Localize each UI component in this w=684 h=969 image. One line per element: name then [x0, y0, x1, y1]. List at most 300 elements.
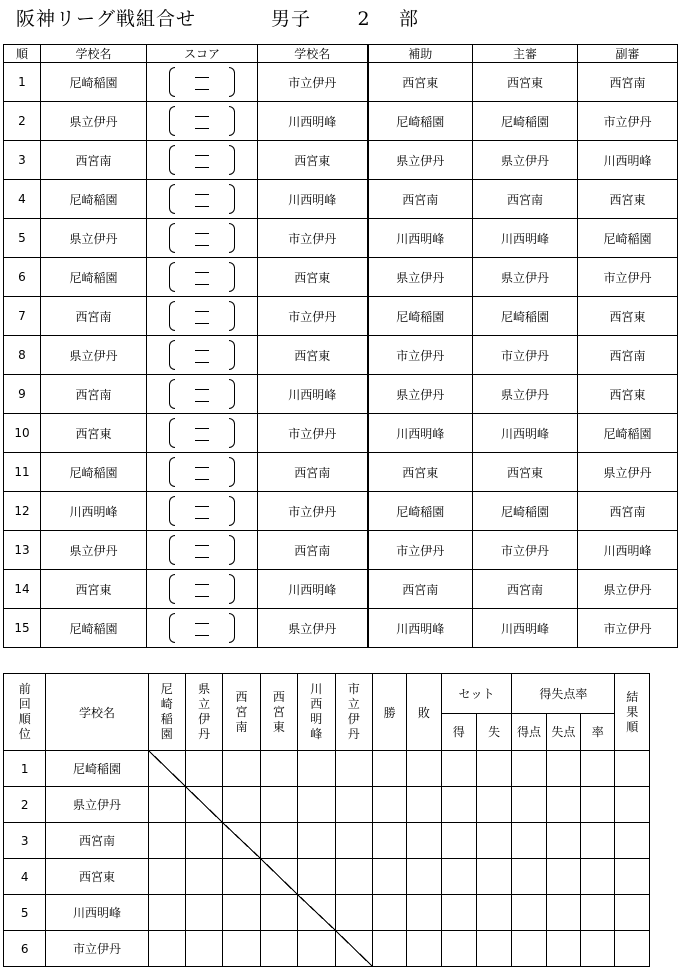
cell-school: 尼崎稲園 [46, 751, 148, 787]
cell-match-result[interactable] [223, 931, 260, 967]
cell-referee: 西宮東 [473, 63, 578, 102]
cell-win[interactable] [372, 751, 406, 787]
cell-referee: 尼崎稲園 [473, 297, 578, 336]
cell-set-for[interactable] [441, 931, 476, 967]
opponent-name: 尼 崎 稲 園 [160, 682, 173, 741]
score-box[interactable] [147, 336, 257, 374]
header-pts-for: 得点 [512, 713, 546, 751]
score-box[interactable] [147, 180, 257, 218]
schedule-row [4, 258, 678, 297]
score-box[interactable] [147, 414, 257, 452]
cell-match-result[interactable] [223, 787, 260, 823]
cell-assistant: 西宮南 [578, 63, 678, 102]
cell-self-diagonal [185, 787, 222, 823]
cell-aux: 川西明峰 [368, 609, 473, 648]
cell-match-no: 14 [4, 570, 41, 609]
cell-match-result[interactable] [148, 823, 185, 859]
cell-team1: 県立伊丹 [41, 336, 147, 375]
left-bracket [169, 457, 175, 487]
cell-win[interactable] [372, 787, 406, 823]
cell-match-result[interactable] [335, 751, 372, 787]
cell-team2: 市立伊丹 [258, 219, 368, 258]
score-dash [195, 635, 209, 636]
cell-team2: 西宮東 [258, 258, 368, 297]
cell-assistant: 西宮南 [578, 492, 678, 531]
score-box[interactable] [147, 570, 257, 608]
score-dash [195, 440, 209, 441]
cell-assistant: 川西明峰 [578, 141, 678, 180]
score-dash [195, 428, 209, 429]
cell-match-result[interactable] [148, 859, 185, 895]
score-dash [195, 557, 209, 558]
cell-score[interactable] [147, 258, 258, 297]
score-box[interactable] [147, 609, 257, 647]
cell-school: 西宮南 [46, 823, 148, 859]
header-aux: 補助 [368, 45, 473, 63]
cell-school: 西宮東 [46, 859, 148, 895]
cell-match-result[interactable] [335, 859, 372, 895]
cell-match-result[interactable] [335, 823, 372, 859]
cell-pts-against[interactable] [546, 751, 580, 787]
cell-match-result[interactable] [223, 895, 260, 931]
cell-score[interactable] [147, 63, 258, 102]
cell-match-result[interactable] [298, 859, 335, 895]
cell-match-no: 3 [4, 141, 41, 180]
cell-score[interactable] [147, 531, 258, 570]
left-bracket [169, 535, 175, 565]
score-box[interactable] [147, 63, 257, 101]
cell-match-result[interactable] [223, 751, 260, 787]
cell-rank: 1 [4, 751, 46, 787]
left-bracket [169, 613, 175, 643]
cell-match-result[interactable] [335, 787, 372, 823]
cell-match-no: 8 [4, 336, 41, 375]
score-dash [195, 479, 209, 480]
score-box[interactable] [147, 258, 257, 296]
cell-pts-for[interactable] [512, 931, 546, 967]
header-opp-2 [185, 674, 222, 751]
cell-set-for[interactable] [441, 751, 476, 787]
schedule-row [4, 180, 678, 219]
header-opp-3 [223, 674, 260, 751]
cell-assistant: 市立伊丹 [578, 609, 678, 648]
header-team2: 学校名 [258, 45, 368, 63]
cell-school: 川西明峰 [46, 895, 148, 931]
header-result: 結 果 順 [615, 674, 650, 751]
cell-self-diagonal [223, 823, 260, 859]
header-set-against: 失 [476, 713, 511, 751]
score-dash [195, 272, 209, 273]
cell-match-no: 15 [4, 609, 41, 648]
header-prev-rank-text: 前 回 順 位 [18, 682, 31, 741]
left-bracket [169, 262, 175, 292]
cell-team2: 川西明峰 [258, 102, 368, 141]
cell-assistant: 県立伊丹 [578, 453, 678, 492]
cell-result[interactable] [615, 859, 650, 895]
cell-loss[interactable] [407, 751, 441, 787]
cell-loss[interactable] [407, 859, 441, 895]
right-bracket [229, 379, 235, 409]
cell-team2: 市立伊丹 [258, 414, 368, 453]
cell-win[interactable] [372, 823, 406, 859]
header-opp-4 [260, 674, 297, 751]
cell-assistant: 尼崎稲園 [578, 219, 678, 258]
cell-school: 県立伊丹 [46, 787, 148, 823]
cell-match-no: 6 [4, 258, 41, 297]
cell-pts-for[interactable] [512, 823, 546, 859]
cell-rank: 4 [4, 859, 46, 895]
schedule-row [4, 63, 678, 102]
schedule-row [4, 219, 678, 258]
cell-loss[interactable] [407, 931, 441, 967]
cell-team2: 川西明峰 [258, 375, 368, 414]
header-win: 勝 [372, 674, 406, 751]
score-dash [195, 518, 209, 519]
cell-rate[interactable] [581, 895, 615, 931]
cell-assistant: 西宮東 [578, 297, 678, 336]
right-bracket [229, 106, 235, 136]
schedule-row [4, 375, 678, 414]
cell-score[interactable] [147, 609, 258, 648]
cell-referee: 県立伊丹 [473, 258, 578, 297]
score-dash [195, 89, 209, 90]
cell-team1: 尼崎稲園 [41, 453, 147, 492]
score-box[interactable] [147, 531, 257, 569]
cell-referee: 県立伊丹 [473, 141, 578, 180]
cell-referee: 尼崎稲園 [473, 492, 578, 531]
cell-set-against[interactable] [476, 751, 511, 787]
score-box[interactable] [147, 375, 257, 413]
cell-score[interactable] [147, 414, 258, 453]
cell-pts-for[interactable] [512, 895, 546, 931]
cell-set-for[interactable] [441, 787, 476, 823]
cell-result[interactable] [615, 787, 650, 823]
cell-rank: 6 [4, 931, 46, 967]
cell-match-result[interactable] [185, 751, 222, 787]
cell-pts-against[interactable] [546, 859, 580, 895]
right-bracket [229, 418, 235, 448]
cell-match-result[interactable] [260, 931, 297, 967]
cell-result[interactable] [615, 823, 650, 859]
cell-loss[interactable] [407, 823, 441, 859]
cell-match-result[interactable] [260, 823, 297, 859]
score-box[interactable] [147, 492, 257, 530]
cell-loss[interactable] [407, 787, 441, 823]
score-dash [195, 389, 209, 390]
cell-match-result[interactable] [298, 787, 335, 823]
cell-pts-against[interactable] [546, 823, 580, 859]
right-bracket [229, 301, 235, 331]
cell-match-result[interactable] [148, 931, 185, 967]
cell-score[interactable] [147, 102, 258, 141]
cell-assistant: 市立伊丹 [578, 258, 678, 297]
cell-rate[interactable] [581, 823, 615, 859]
header-opp-1 [148, 674, 185, 751]
cell-team1: 尼崎稲園 [41, 180, 147, 219]
cell-referee: 川西明峰 [473, 414, 578, 453]
cell-referee: 西宮南 [473, 570, 578, 609]
cell-referee: 川西明峰 [473, 609, 578, 648]
cell-score[interactable] [147, 297, 258, 336]
cell-pts-for[interactable] [512, 859, 546, 895]
score-dash [195, 245, 209, 246]
cell-referee: 西宮東 [473, 453, 578, 492]
standings-row [4, 859, 650, 895]
cell-aux: 尼崎稲園 [368, 102, 473, 141]
cell-match-result[interactable] [185, 859, 222, 895]
cell-match-result[interactable] [298, 751, 335, 787]
schedule-row [4, 570, 678, 609]
score-dash [195, 545, 209, 546]
score-box[interactable] [147, 102, 257, 140]
standings-header-row [4, 674, 650, 714]
cell-match-no: 1 [4, 63, 41, 102]
cell-aux: 県立伊丹 [368, 141, 473, 180]
header-school: 学校名 [46, 674, 148, 751]
opponent-name: 県 立 伊 丹 [198, 682, 211, 741]
cell-aux: 西宮南 [368, 180, 473, 219]
cell-team2: 市立伊丹 [258, 297, 368, 336]
cell-team1: 尼崎稲園 [41, 609, 147, 648]
cell-aux: 西宮東 [368, 63, 473, 102]
cell-result[interactable] [615, 751, 650, 787]
title-league: 阪神リーグ戦組合せ [16, 8, 197, 30]
cell-set-against[interactable] [476, 931, 511, 967]
cell-referee: 市立伊丹 [473, 336, 578, 375]
cell-pts-against[interactable] [546, 931, 580, 967]
header-pts-against: 失点 [546, 713, 580, 751]
score-box[interactable] [147, 297, 257, 335]
schedule-row [4, 414, 678, 453]
right-bracket [229, 262, 235, 292]
cell-aux: 西宮南 [368, 570, 473, 609]
cell-score[interactable] [147, 453, 258, 492]
cell-score[interactable] [147, 492, 258, 531]
schedule-row [4, 531, 678, 570]
standings-row [4, 823, 650, 859]
cell-loss[interactable] [407, 895, 441, 931]
cell-team2: 川西明峰 [258, 570, 368, 609]
cell-match-result[interactable] [260, 751, 297, 787]
right-bracket [229, 67, 235, 97]
cell-assistant: 西宮東 [578, 375, 678, 414]
cell-aux: 西宮東 [368, 453, 473, 492]
cell-self-diagonal [260, 859, 297, 895]
cell-match-result[interactable] [223, 859, 260, 895]
cell-referee: 川西明峰 [473, 219, 578, 258]
cell-rate[interactable] [581, 859, 615, 895]
score-dash [195, 155, 209, 156]
cell-match-result[interactable] [260, 787, 297, 823]
cell-rank: 5 [4, 895, 46, 931]
schedule-row [4, 492, 678, 531]
cell-team2: 市立伊丹 [258, 492, 368, 531]
header-no: 順 [4, 45, 41, 63]
left-bracket [169, 574, 175, 604]
cell-score[interactable] [147, 570, 258, 609]
schedule-header-row [4, 45, 678, 63]
opponent-name: 西 宮 東 [272, 689, 285, 734]
cell-match-no: 12 [4, 492, 41, 531]
cell-match-result[interactable] [185, 931, 222, 967]
score-dash [195, 467, 209, 468]
score-dash [195, 311, 209, 312]
cell-team1: 尼崎稲園 [41, 258, 147, 297]
cell-set-for[interactable] [441, 895, 476, 931]
cell-assistant: 県立伊丹 [578, 570, 678, 609]
right-bracket [229, 340, 235, 370]
cell-match-result[interactable] [260, 895, 297, 931]
schedule-row [4, 609, 678, 648]
left-bracket [169, 145, 175, 175]
cell-result[interactable] [615, 931, 650, 967]
cell-referee: 市立伊丹 [473, 531, 578, 570]
score-dash [195, 323, 209, 324]
cell-assistant: 市立伊丹 [578, 102, 678, 141]
cell-team2: 西宮東 [258, 336, 368, 375]
cell-match-no: 13 [4, 531, 41, 570]
right-bracket [229, 184, 235, 214]
cell-team2: 川西明峰 [258, 180, 368, 219]
cell-self-diagonal [298, 895, 335, 931]
score-dash [195, 233, 209, 234]
schedule-row [4, 297, 678, 336]
cell-match-result[interactable] [298, 931, 335, 967]
cell-match-result[interactable] [298, 823, 335, 859]
right-bracket [229, 145, 235, 175]
cell-aux: 市立伊丹 [368, 336, 473, 375]
cell-rate[interactable] [581, 787, 615, 823]
cell-team1: 西宮南 [41, 141, 147, 180]
cell-referee: 尼崎稲園 [473, 102, 578, 141]
header-set-for: 得 [441, 713, 476, 751]
right-bracket [229, 535, 235, 565]
right-bracket [229, 574, 235, 604]
cell-match-result[interactable] [185, 823, 222, 859]
cell-set-against[interactable] [476, 787, 511, 823]
cell-pts-for[interactable] [512, 751, 546, 787]
cell-referee: 西宮南 [473, 180, 578, 219]
left-bracket [169, 340, 175, 370]
schedule-row [4, 102, 678, 141]
cell-aux: 尼崎稲園 [368, 492, 473, 531]
cell-score[interactable] [147, 336, 258, 375]
cell-assistant: 西宮南 [578, 336, 678, 375]
cell-aux: 尼崎稲園 [368, 297, 473, 336]
score-dash [195, 506, 209, 507]
cell-team1: 県立伊丹 [41, 219, 147, 258]
cell-score[interactable] [147, 219, 258, 258]
right-bracket [229, 223, 235, 253]
header-prev-rank [4, 674, 46, 751]
cell-assistant: 川西明峰 [578, 531, 678, 570]
cell-set-against[interactable] [476, 823, 511, 859]
cell-match-no: 5 [4, 219, 41, 258]
score-box[interactable] [147, 141, 257, 179]
cell-win[interactable] [372, 931, 406, 967]
cell-aux: 川西明峰 [368, 414, 473, 453]
right-bracket [229, 496, 235, 526]
standings-row [4, 931, 650, 967]
schedule-row [4, 453, 678, 492]
cell-assistant: 西宮東 [578, 180, 678, 219]
cell-rate[interactable] [581, 751, 615, 787]
cell-set-against[interactable] [476, 895, 511, 931]
cell-aux: 県立伊丹 [368, 375, 473, 414]
score-dash [195, 167, 209, 168]
opponent-name: 市 立 伊 丹 [347, 682, 360, 741]
cell-set-for[interactable] [441, 859, 476, 895]
cell-score[interactable] [147, 180, 258, 219]
header-score: スコア [147, 45, 258, 63]
cell-match-no: 4 [4, 180, 41, 219]
score-box[interactable] [147, 453, 257, 491]
left-bracket [169, 301, 175, 331]
cell-referee: 県立伊丹 [473, 375, 578, 414]
score-dash [195, 362, 209, 363]
header-rate: 率 [581, 713, 615, 751]
score-dash [195, 350, 209, 351]
cell-set-against[interactable] [476, 859, 511, 895]
header-referee: 主審 [473, 45, 578, 63]
cell-pts-against[interactable] [546, 787, 580, 823]
standings-row [4, 787, 650, 823]
cell-win[interactable] [372, 859, 406, 895]
schedule-row [4, 336, 678, 375]
score-dash [195, 623, 209, 624]
cell-aux: 市立伊丹 [368, 531, 473, 570]
title-category: 男子 [271, 8, 312, 30]
title-division-label: 部 [398, 8, 419, 30]
cell-self-diagonal [148, 751, 185, 787]
cell-win[interactable] [372, 895, 406, 931]
cell-score[interactable] [147, 141, 258, 180]
cell-self-diagonal [335, 931, 372, 967]
cell-team1: 県立伊丹 [41, 531, 147, 570]
cell-match-no: 2 [4, 102, 41, 141]
cell-match-result[interactable] [148, 787, 185, 823]
standings-row [4, 895, 650, 931]
cell-team2: 県立伊丹 [258, 609, 368, 648]
cell-match-result[interactable] [148, 895, 185, 931]
cell-rate[interactable] [581, 931, 615, 967]
cell-result[interactable] [615, 895, 650, 931]
cell-team2: 西宮南 [258, 531, 368, 570]
right-bracket [229, 457, 235, 487]
cell-match-result[interactable] [185, 895, 222, 931]
cell-pts-against[interactable] [546, 895, 580, 931]
score-dash [195, 194, 209, 195]
cell-rank: 2 [4, 787, 46, 823]
header-assistant: 副審 [578, 45, 678, 63]
cell-set-for[interactable] [441, 823, 476, 859]
cell-team1: 西宮南 [41, 375, 147, 414]
header-opp-6 [335, 674, 372, 751]
cell-team1: 尼崎稲園 [41, 63, 147, 102]
cell-score[interactable] [147, 375, 258, 414]
cell-team1: 西宮東 [41, 570, 147, 609]
score-dash [195, 584, 209, 585]
cell-team2: 市立伊丹 [258, 63, 368, 102]
cell-team1: 川西明峰 [41, 492, 147, 531]
cell-match-no: 7 [4, 297, 41, 336]
title-division-num: 2 [357, 8, 371, 30]
cell-pts-for[interactable] [512, 787, 546, 823]
score-box[interactable] [147, 219, 257, 257]
cell-match-result[interactable] [335, 895, 372, 931]
score-dash [195, 596, 209, 597]
header-points: 得失点率 [512, 674, 615, 714]
